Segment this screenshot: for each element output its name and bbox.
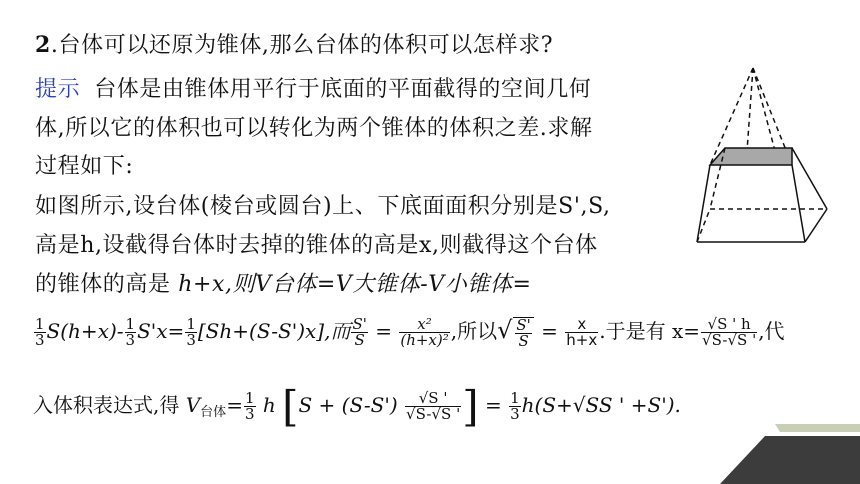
formula1-part3: [Sh+(S-S')x],而 xyxy=(197,319,351,343)
base-left-hidden xyxy=(697,209,710,242)
question-number: 2 xyxy=(35,32,51,58)
question-line xyxy=(35,30,553,61)
equals-sign-4: = xyxy=(484,393,502,417)
hint-line-1 xyxy=(35,75,591,105)
fraction-sqrt-ratio: $\frac{√S '}{√S-√S '}$ xyxy=(406,389,461,423)
fraction-one-third-a: $\frac{1}{3}$ xyxy=(35,315,45,349)
equals-sign-3: = xyxy=(226,393,243,417)
edge-dashed-back-right xyxy=(753,68,775,151)
hint-text-1: 台体是由锥体用平行于底面的平面截得的空间几何 xyxy=(94,77,592,102)
volume-relation: h+x,则V台体=V大锥体-V小锥体= xyxy=(178,272,532,297)
volume-symbol: V xyxy=(185,393,201,417)
hint-line-3: 过程如下: xyxy=(35,154,134,179)
fraction-x2-over-hx2: $\frac{\text{x²}}{\text{(h+x)²}}$ xyxy=(400,315,449,349)
equals-sign-1: = xyxy=(375,319,392,343)
left-bracket: [ xyxy=(282,382,299,431)
formula1-part6: ,代 xyxy=(758,319,785,343)
equals-sign-2: = xyxy=(541,319,558,343)
formula1-part2: S'x= xyxy=(137,319,185,343)
fraction-one-third-d: $\frac{1}{3}$ xyxy=(244,389,255,423)
formula1-part1: S(h+x)- xyxy=(46,319,124,343)
formula-line-1 xyxy=(33,315,785,349)
base-right-edge xyxy=(805,209,827,242)
fraction-one-third-e: $\frac{1}{3}$ xyxy=(510,389,520,423)
lateral-front-right xyxy=(792,165,805,242)
fraction-one-third-b: $\frac{1}{3}$ xyxy=(125,315,136,349)
hint-line-2: 体,所以它的体积也可以转化为两个锥体的体积之差.求解 xyxy=(35,116,593,141)
sqrt-icon: √ xyxy=(497,316,513,344)
formula1-part5: .于是有 x= xyxy=(599,319,701,343)
fraction-x-over-hx: $\frac{x}{h+x}$ xyxy=(566,315,598,349)
frustum-figure xyxy=(695,62,835,247)
formula-line-2 xyxy=(33,382,681,431)
hint-line-5: 高是h,设截得台体时去掉的锥体的高是x,则截得这个台体 xyxy=(35,233,598,258)
formula2-inner: S + (S-S') xyxy=(298,393,398,417)
fraction-s-prime-over-s: $\frac{S'}{S}$ xyxy=(352,315,367,349)
right-bracket: ] xyxy=(462,382,479,431)
formula2-prefix: 入体积表达式,得 xyxy=(33,393,180,417)
lateral-left xyxy=(697,165,710,242)
fraction-x-solution: $\frac{√S ' h}{√S-√S '}$ xyxy=(702,315,757,349)
formula2-result: h(S+√SS ' +S'). xyxy=(521,393,681,417)
volume-subscript: 台体 xyxy=(200,405,227,420)
hint-line-4: 如图所示,设台体(棱台或圆台)上、下底面面积分别是S',S, xyxy=(35,194,611,219)
sqrt-fraction: $\frac{S'}{S}$ xyxy=(513,317,533,349)
deco-dark-block xyxy=(720,436,860,484)
hint-line-6 xyxy=(35,270,532,300)
corner-decoration xyxy=(720,424,860,484)
hint-text-6: 的锥体的高是 xyxy=(35,272,171,297)
deco-light-stripe xyxy=(775,424,860,432)
h-symbol: h xyxy=(262,393,276,417)
section-plane xyxy=(710,148,792,165)
question-text: .台体可以还原为锥体,那么台体的体积可以怎样求? xyxy=(50,33,554,58)
fraction-one-third-c: $\frac{1}{3}$ xyxy=(186,315,196,349)
formula1-part4: ,所以 xyxy=(450,319,498,343)
hint-label: 提示 xyxy=(35,77,81,102)
